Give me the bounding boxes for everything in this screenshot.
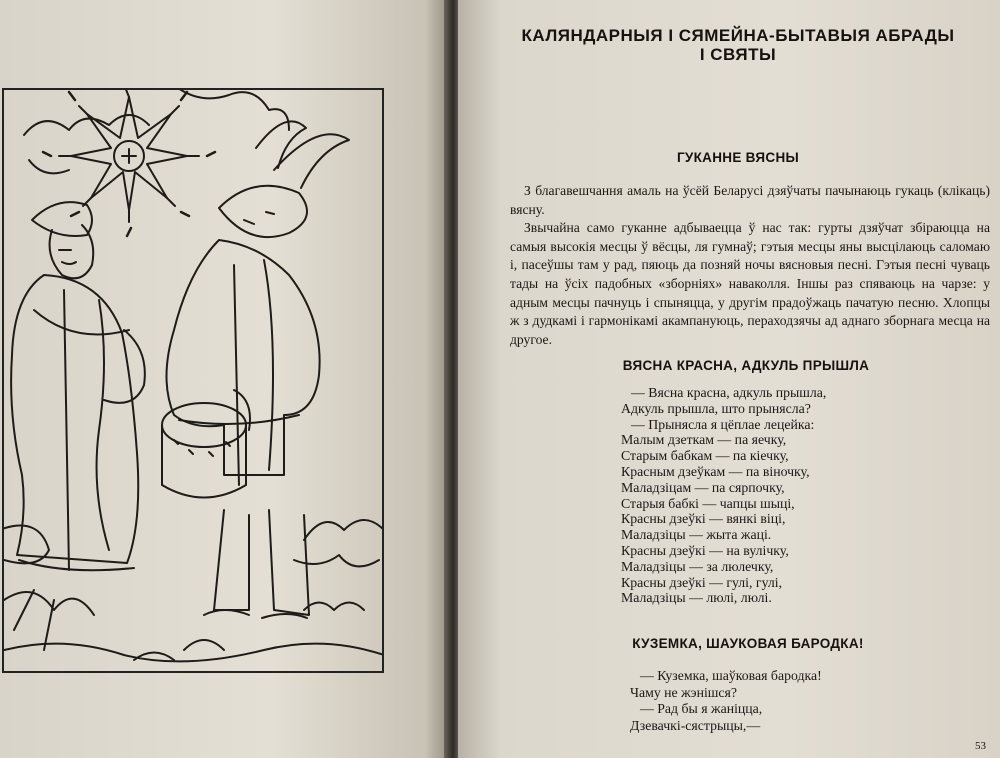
section-title-vyasna: ВЯСНА КРАСНА, АДКУЛЬ ПРЫШЛА [622,358,870,373]
poem-line: Малым дзеткам — па яечку, [621,432,787,448]
page-number: 53 [975,740,986,752]
poem-line: Маладзіцы — за люлечку, [621,558,774,574]
right-page [458,0,1000,758]
intro-text [510,182,990,349]
section-title-gukanne: ГУКАННЕ ВЯСНЫ [676,150,800,165]
poem-line: — Вясна красна, адкуль прышла, [631,385,827,400]
paragraph-2: Звычайна само гуканне адбываецца ў нас так: гурты дзяўчат збіраюцца на самыя высокія месцы ў вёсцы, ля гумнаў; гэтыя месцы яны высцілаюць саломаю і, пасеўшы там у рад, пяюць да позняй ночы вясновыя песні. Гэтыя песні чуваць тады на ўсіх падобных «зборніях» наваколля. Іншы раз спяваюць на чарзе: у адным месцы пачнуць і спыняцца, у другім прадоўжаць пачатую песню. Хлопцы ж з дудкамі і гармонікамі акампануюць, пераходзячы ад аднаго зборнага месца на другое. [510,220,990,347]
folk-illustration-icon [4,90,384,673]
chapter-title: КАЛЯНДАРНЫЯ І СЯМЕЙНА-БЫТАВЫЯ АБРАДЫ [521,26,955,45]
paragraph-1: З благавешчання амаль на ўсёй Беларусі дзяўчаты пачынаюць гукаць (клікаць) вясну. [510,183,990,217]
poem-line: Дзевачкі-сястрыцы,— [630,717,761,733]
poem-line: Красным дзеўкам — па віночку, [621,463,810,479]
poem-line: Адкуль прышла, што прынясла? [621,400,811,416]
illustration-frame [2,88,384,673]
poem-line: Красны дзеўкі — на вулічку, [621,542,789,558]
poem-line: Маладзіцы — жыта жаці. [621,527,772,543]
poem-line: Красны дзеўкі — гулі, гулі, [621,574,783,590]
poem-line: Старым бабкам — па кіечку, [621,448,789,464]
poem-vyasna [621,385,826,606]
poem-line: Маладзіцам — па сярпочку, [621,479,785,495]
poem-line: — Рад бы я жаніцца, [640,701,763,716]
section-title-kuzemka: КУЗЕМКА, ШАУКОВАЯ БАРОДКА! [632,636,864,651]
poem-line: Красны дзеўкі — вянкі віці, [621,511,786,527]
poem-line: Чаму не жэнішся? [630,684,738,700]
poem-line: — Куземка, шаўковая бародка! [640,668,822,683]
poem-line: Маладзіцы — люлі, люлі. [621,590,772,606]
left-page [0,0,452,758]
chapter-title-line2: І СВЯТЫ [699,45,777,64]
poem-line: Старыя бабкі — чапцы шыці, [621,495,795,511]
poem-kuzemka [630,668,822,734]
poem-line: — Прынясла я цёплае лецейка: [631,416,815,432]
